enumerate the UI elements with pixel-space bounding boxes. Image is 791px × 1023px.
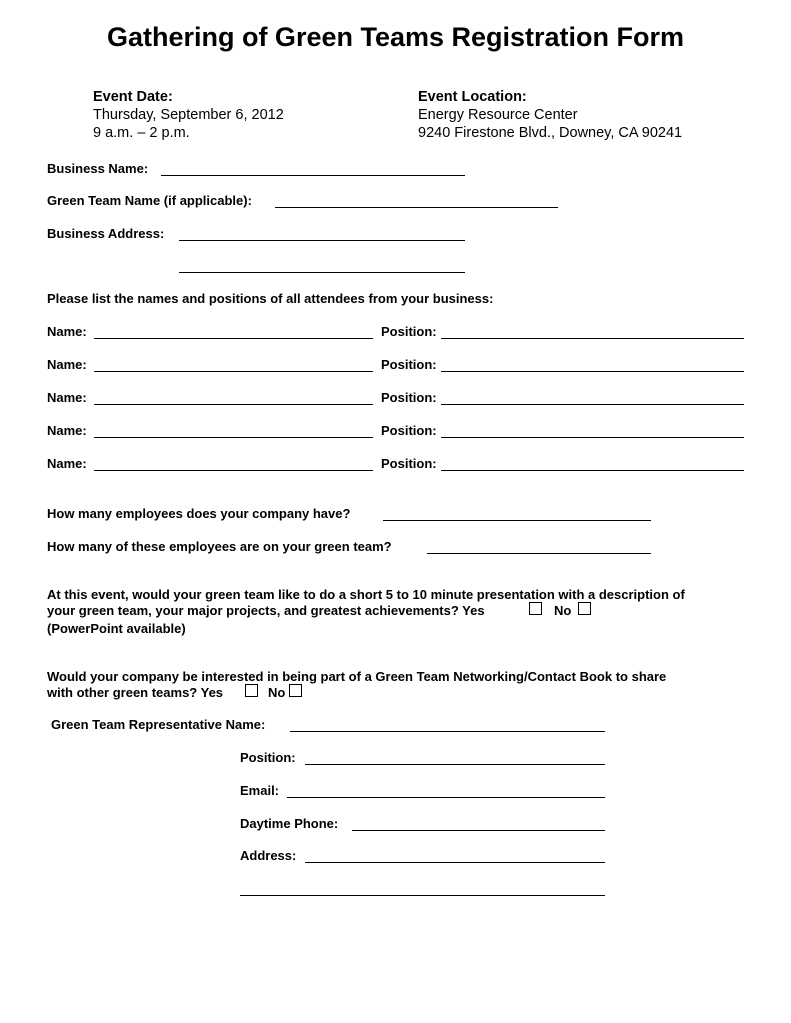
attendees-prompt: Please list the names and positions of all attendees from your business: [47, 291, 494, 306]
attendee-position-label: Position: [381, 324, 437, 339]
event-location-label: Event Location: [418, 89, 527, 105]
attendee-name-field[interactable] [94, 404, 373, 405]
green-team-name-field[interactable] [275, 207, 558, 208]
attendee-name-field[interactable] [94, 437, 373, 438]
representative-phone-label: Daytime Phone: [240, 816, 339, 831]
networking-no-checkbox[interactable] [289, 684, 302, 697]
attendee-position-field[interactable] [441, 371, 744, 372]
networking-question-line2: with other green teams? Yes [47, 685, 224, 700]
representative-email-field[interactable] [287, 797, 605, 798]
presentation-question-line2: your green team, your major projects, and greatest achievements? Yes [47, 603, 485, 618]
attendee-name-label: Name: [47, 357, 87, 372]
presentation-question-line1: At this event, would your green team like to do a short 5 to 10 minute presentation with a description of [47, 587, 685, 602]
representative-name-field[interactable] [290, 731, 605, 732]
employee-count-question: How many employees does your company have? [47, 506, 351, 521]
networking-yes-checkbox[interactable] [245, 684, 258, 697]
presentation-no-label: No [554, 603, 572, 618]
page-title: Gathering of Green Teams Registration Form [106, 22, 685, 52]
attendee-position-label: Position: [381, 390, 437, 405]
attendee-name-field[interactable] [94, 371, 373, 372]
attendee-name-label: Name: [47, 324, 87, 339]
representative-position-field[interactable] [305, 764, 605, 765]
event-location-address: 9240 Firestone Blvd., Downey, CA 90241 [418, 125, 683, 141]
representative-address-field-1[interactable] [305, 862, 605, 863]
networking-no-label: No [268, 685, 286, 700]
attendee-position-label: Position: [381, 357, 437, 372]
presentation-no-checkbox[interactable] [578, 602, 591, 615]
green-team-count-question: How many of these employees are on your green team? [47, 539, 392, 554]
representative-position-label: Position: [240, 750, 296, 765]
attendee-position-field[interactable] [441, 404, 744, 405]
networking-question-line1: Would your company be interested in being part of a Green Team Networking/Contact Book to share [47, 669, 667, 684]
representative-name-label: Green Team Representative Name: [51, 717, 266, 732]
event-time: 9 a.m. – 2 p.m. [93, 125, 190, 141]
attendee-name-label: Name: [47, 423, 87, 438]
representative-address-field-2[interactable] [240, 895, 605, 896]
attendee-position-field[interactable] [441, 437, 744, 438]
presentation-yes-checkbox[interactable] [529, 602, 542, 615]
attendee-position-field[interactable] [441, 470, 744, 471]
attendee-name-field[interactable] [94, 470, 373, 471]
business-address-field-1[interactable] [179, 240, 465, 241]
event-location-name: Energy Resource Center [418, 107, 578, 123]
attendee-position-label: Position: [381, 456, 437, 471]
business-address-field-2[interactable] [179, 272, 465, 273]
green-team-name-label: Green Team Name (if applicable): [47, 193, 252, 208]
business-address-label: Business Address: [47, 226, 165, 241]
attendee-name-field[interactable] [94, 338, 373, 339]
employee-count-field[interactable] [383, 520, 651, 521]
business-name-label: Business Name: [47, 161, 149, 176]
event-date: Thursday, September 6, 2012 [93, 107, 284, 123]
attendee-name-label: Name: [47, 390, 87, 405]
representative-address-label: Address: [240, 848, 297, 863]
representative-phone-field[interactable] [352, 830, 605, 831]
attendee-position-field[interactable] [441, 338, 744, 339]
event-date-label: Event Date: [93, 89, 173, 105]
presentation-powerpoint-note: (PowerPoint available) [47, 621, 186, 636]
attendee-name-label: Name: [47, 456, 87, 471]
green-team-count-field[interactable] [427, 553, 651, 554]
business-name-field[interactable] [161, 175, 465, 176]
attendee-position-label: Position: [381, 423, 437, 438]
representative-email-label: Email: [240, 783, 280, 798]
